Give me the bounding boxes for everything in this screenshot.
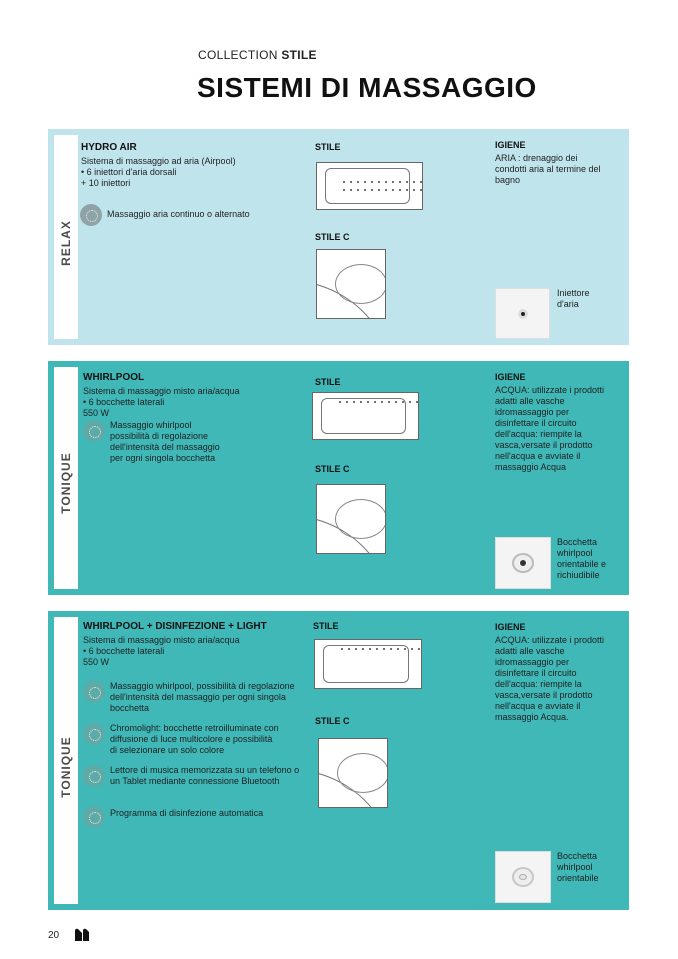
photo-caption: Bocchetta whirlpool orientabile e richiudibile: [557, 537, 607, 580]
stile-c-tub-diagram: [316, 249, 386, 319]
massage-icon: [83, 681, 105, 703]
feature-item: Lettore di musica memorizzata su un telefono o un Tablet mediante connessione Bluetooth: [83, 765, 313, 787]
system-title: WHIRLPOOL + DISINFEZIONE + LIGHT: [83, 621, 267, 632]
brand-logo-icon: [74, 928, 90, 942]
section-tab: TONIQUE: [54, 367, 78, 589]
panel-tonique-whirlpool: [48, 361, 629, 595]
photo-caption: Iniettore d'aria: [557, 288, 590, 309]
massage-icon: [83, 420, 105, 442]
stile-tub-diagram: [312, 392, 419, 440]
disinfection-icon: [83, 806, 105, 828]
igiene-text: ACQUA: utilizzate i prodotti adatti alle vasche idromassaggio per disinfettare il circuito dell'acqua: riempite la vasca,versate il prodotto nell'acqua e avviate il massaggio Acqua.: [495, 635, 605, 722]
feature-item: Chromolight: bocchette retroilluminate con diffusione di luce multicolore e possibilità di selezionare un solo colore: [83, 723, 313, 756]
stile-c-label: STILE C: [315, 464, 350, 474]
page-title: SISTEMI DI MASSAGGIO: [197, 72, 537, 103]
system-description: Sistema di massaggio misto aria/acqua • 6 bocchette laterali 550 W: [83, 635, 240, 667]
page-number: 20: [48, 930, 60, 941]
feature-item: Massaggio aria continuo o alternato: [80, 204, 320, 226]
igiene-title: IGIENE: [495, 622, 526, 632]
system-description: Sistema di massaggio misto aria/acqua • 6 bocchette laterali 550 W: [83, 386, 240, 418]
music-icon: [83, 765, 105, 787]
collection-label: COLLECTION STILE: [198, 48, 317, 62]
section-tab: RELAX: [54, 135, 78, 339]
massage-icon: [80, 204, 102, 226]
stile-label: STILE: [313, 621, 339, 631]
stile-c-tub-diagram: [318, 738, 388, 808]
stile-c-label: STILE C: [315, 716, 350, 726]
panel-relax: [48, 129, 629, 345]
igiene-text: ACQUA: utilizzate i prodotti adatti alle vasche idromassaggio per disinfettare il circuito dell'acqua: riempite la vasca,versate il prodotto nell'acqua e avviate il massaggio Acqua: [495, 385, 605, 472]
feature-item: Massaggio whirlpool, possibilità di regolazione dell'intensità del massaggio per ogni singola bocchetta: [83, 681, 313, 714]
igiene-title: IGIENE: [495, 372, 526, 382]
stile-label: STILE: [315, 377, 341, 387]
stile-tub-diagram: [316, 162, 423, 210]
nozzle-photo: [495, 537, 551, 589]
section-tab: TONIQUE: [54, 617, 78, 904]
stile-c-tub-diagram: [316, 484, 386, 554]
system-title: WHIRLPOOL: [83, 372, 145, 383]
stile-label: STILE: [315, 142, 341, 152]
panel-tonique-whirlpool-light: [48, 611, 629, 910]
light-icon: [83, 723, 105, 745]
injector-photo: [495, 288, 550, 339]
feature-item: Programma di disinfezione automatica: [83, 806, 313, 828]
nozzle-photo: [495, 851, 551, 903]
photo-caption: Bocchetta whirlpool orientabile: [557, 851, 599, 883]
stile-tub-diagram: [314, 639, 422, 689]
system-title: HYDRO AIR: [81, 142, 137, 153]
igiene-text: ARIA : drenaggio dei condotti aria al termine del bagno: [495, 153, 601, 185]
feature-item: Massaggio whirlpool possibilità di regolazione dell'intensità del massaggio per ogni singola bocchetta: [83, 420, 323, 464]
igiene-title: IGIENE: [495, 140, 526, 150]
system-description: Sistema di massaggio ad aria (Airpool) • 6 iniettori d'aria dorsali + 10 iniettori: [81, 156, 236, 188]
stile-c-label: STILE C: [315, 232, 350, 242]
